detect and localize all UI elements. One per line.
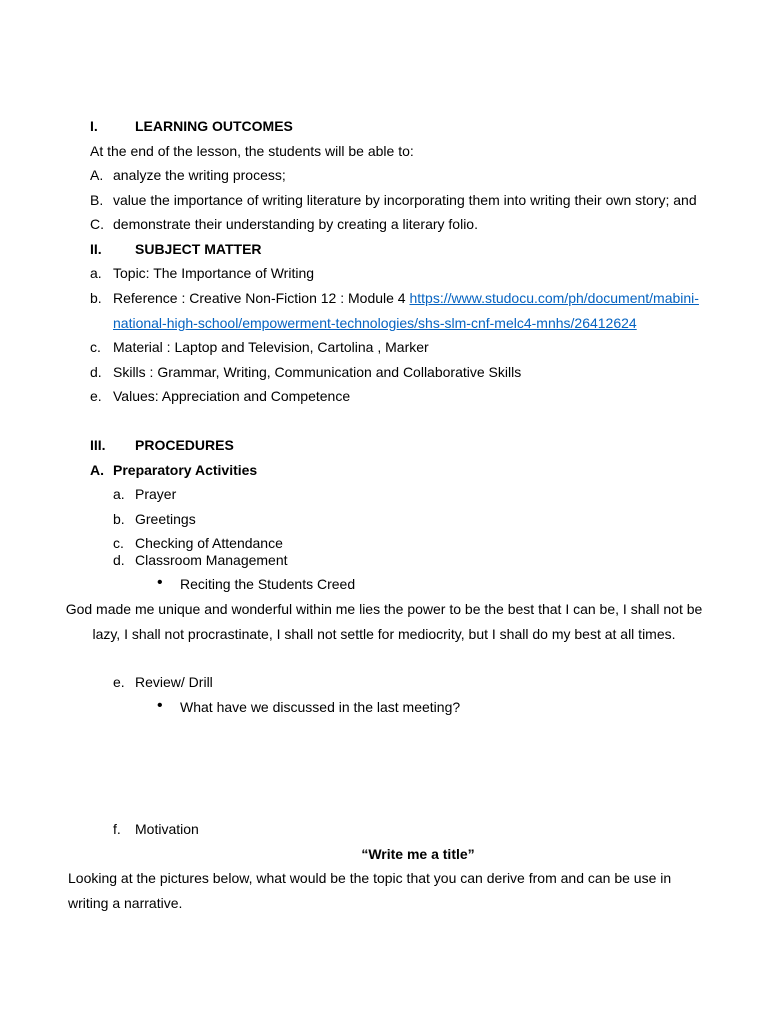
section-3-title: PROCEDURES (135, 437, 234, 453)
outcome-c-text: demonstrate their understanding by creating a literary folio. (113, 216, 478, 232)
topic-text: Topic: The Importance of Writing (113, 265, 315, 281)
outcome-b-marker: B. (90, 192, 104, 208)
motivation-text: Motivation (135, 821, 199, 837)
section-1-number: I. (90, 118, 98, 134)
motivation-line-2: writing a narrative. (68, 895, 183, 911)
values-text: Values: Appreciation and Competence (113, 388, 351, 404)
intro-text: At the end of the lesson, the students will be able to: (90, 143, 414, 159)
values-marker: e. (90, 388, 102, 404)
topic-marker: a. (90, 265, 102, 281)
skills-text: Skills : Grammar, Writing, Communication and Collaborative Skills (113, 364, 522, 380)
motivation-marker: f. (113, 821, 121, 837)
review-marker: e. (113, 674, 125, 690)
reference-line (113, 290, 699, 306)
reference-marker: b. (90, 290, 102, 306)
prep-marker: A. (90, 462, 104, 478)
activity-classroom-text: Classroom Management (135, 552, 288, 568)
reference-link-part-2[interactable]: national-high-school/empowerment-technologies/shs-slm-cnf-melc4-mnhs/26412624 (113, 315, 637, 331)
section-2-number: II. (90, 241, 102, 257)
activity-greetings-marker: b. (113, 511, 125, 527)
motivation-line-1: Looking at the pictures below, what would be the topic that you can derive from and can be use in (68, 870, 672, 886)
activity-attendance-text: Checking of Attendance (135, 535, 283, 551)
creed-line-2: lazy, I shall not procrastinate, I shall not settle for mediocrity, but I shall do my best at all times. (92, 626, 676, 642)
activity-greetings-text: Greetings (135, 511, 196, 527)
material-text: Material : Laptop and Television, Cartolina , Marker (113, 339, 429, 355)
prep-title: Preparatory Activities (113, 462, 258, 478)
creed-line-1: God made me unique and wonderful within me lies the power to be the best that I can be, I shall not be (65, 601, 703, 617)
outcome-c-marker: C. (90, 216, 104, 232)
reference-link-part-1[interactable]: https://www.studocu.com/ph/document/mabini- (409, 290, 699, 306)
bullet-icon: • (157, 574, 163, 591)
activity-prayer-marker: a. (113, 486, 125, 502)
outcome-a-text: analyze the writing process; (113, 167, 286, 183)
activity-classroom-marker: d. (113, 552, 125, 568)
bullet-icon: • (157, 697, 163, 714)
section-2-title: SUBJECT MATTER (135, 241, 262, 257)
reference-text: Reference : Creative Non-Fiction 12 : Module 4 (113, 290, 410, 306)
activity-attendance-marker: c. (113, 535, 124, 551)
material-marker: c. (90, 339, 101, 355)
creed-bullet-text: Reciting the Students Creed (180, 576, 356, 592)
review-text: Review/ Drill (135, 674, 213, 690)
motivation-title: “Write me a title” (361, 846, 475, 862)
activity-prayer-text: Prayer (135, 486, 177, 502)
skills-marker: d. (90, 364, 102, 380)
review-bullet-text: What have we discussed in the last meeting? (180, 699, 461, 715)
outcome-a-marker: A. (90, 167, 104, 183)
outcome-b-text: value the importance of writing literature by incorporating them into writing their own story; and (113, 192, 697, 208)
section-3-number: III. (90, 437, 106, 453)
section-1-title: LEARNING OUTCOMES (135, 118, 293, 134)
